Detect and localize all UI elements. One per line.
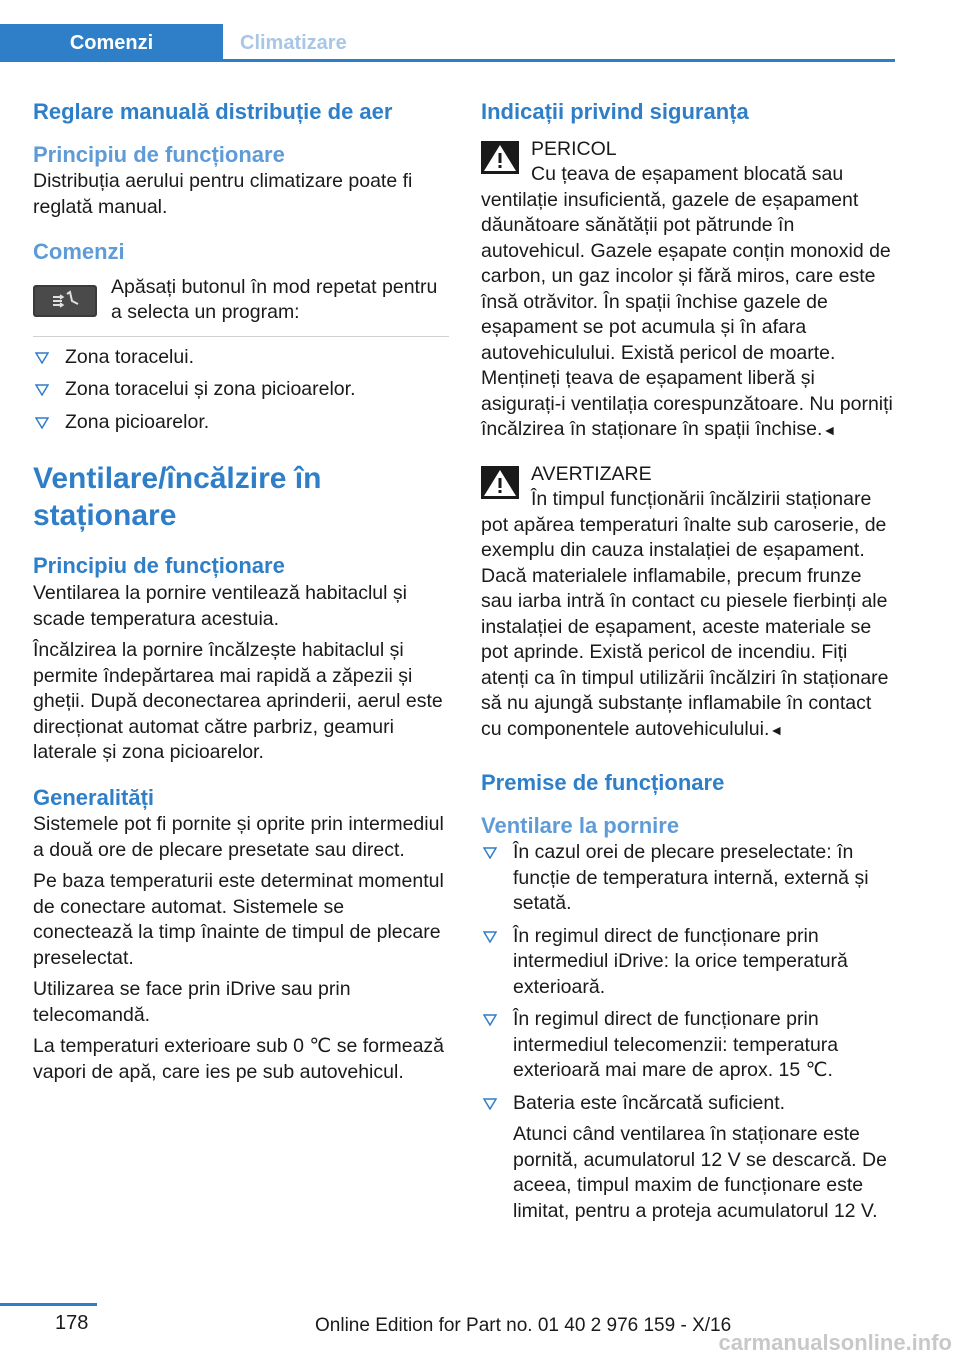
list-item <box>481 924 895 1001</box>
heading-vent-start: Ventilare la pornire <box>481 812 680 838</box>
list-item-text: Zona picioarelor. <box>65 410 210 433</box>
text-battery: Atunci când ventilarea în staționare este pornită, acumulatorul 12 V se descarcă. De aceea, timpul maxim de funcționare este limitat, pentru a proteja acumulatorul 12 V. <box>513 1123 887 1222</box>
warning-text <box>481 487 895 743</box>
heading-controls: Comenzi <box>33 239 125 265</box>
list-arrow-icon <box>35 352 49 364</box>
list-item <box>481 1007 895 1084</box>
edition-footer: Online Edition for Part no. 01 40 2 976 159 - X/16 <box>315 1315 732 1336</box>
heading-premise: Premise de funcționare <box>481 770 725 796</box>
warning-title: PERICOL <box>531 137 617 160</box>
warning-text <box>481 162 895 444</box>
list-item-text: În cazul orei de plecare preselectate: în funcție de temperatura internă, externă și setată. <box>513 841 869 915</box>
text-general-3: Utilizarea se face prin iDrive sau prin telecomandă. <box>33 978 351 1026</box>
list-arrow-icon <box>483 1014 497 1026</box>
warning-triangle-icon <box>481 466 519 499</box>
list-item-text: În regimul direct de funcționare prin intermediul iDrive: la orice temperatură exterioară. <box>513 924 848 998</box>
end-mark: ◄ <box>769 721 784 738</box>
tab-comenzi[interactable]: Comenzi <box>0 24 223 62</box>
program-list <box>33 336 449 436</box>
text-heating: Încălzirea la pornire încălzește habitaclul și permite îndepărtarea mai rapidă a zăpezii și gheții. După deconectarea aprinderii, aerul este direcționat automat către parbriz, geamuri laterale și zona picioarelor. <box>33 639 443 764</box>
list-item-text: Zona toracelui. <box>65 345 194 368</box>
list-arrow-icon <box>35 417 49 429</box>
section-title: Ventilare/încălzire în staționare <box>33 462 322 532</box>
text-principle: Distribuția aerului pentru climatizare poate fi reglată manual. <box>33 170 413 218</box>
list-item <box>481 840 895 917</box>
controls-row <box>33 275 449 326</box>
text-controls: Apăsați butonul în mod repetat pentru a selecta un program: <box>111 275 438 324</box>
list-item-text: Zona toracelui și zona picioarelor. <box>65 378 356 401</box>
right-column <box>481 98 895 1224</box>
conditions-list <box>481 840 895 1224</box>
list-item <box>33 410 449 436</box>
warning-title: AVERTIZARE <box>531 462 652 485</box>
tab-climatizare[interactable]: Climatizare <box>240 31 347 54</box>
air-distribution-button-icon <box>33 285 97 317</box>
text-general-4: La temperaturi exterioare sub 0 ℃ se formează vapori de apă, care ies pe sub autovehicul. <box>33 1035 445 1083</box>
list-item <box>33 377 449 403</box>
text-general-1: Sistemele pot fi pornite și oprite prin intermediul a două ore de plecare presetate sau direct. <box>33 813 444 861</box>
text-ventilation: Ventilarea la pornire ventilează habitaclul și scade temperatura acestuia. <box>33 582 407 630</box>
list-arrow-icon <box>483 1098 497 1110</box>
header-rule <box>223 59 895 62</box>
list-arrow-icon <box>35 384 49 396</box>
list-item-text: În regimul direct de funcționare prin intermediul telecomenzii: temperatura exterioară mai mare de aprox. 15 ℃. <box>513 1008 839 1082</box>
list-arrow-icon <box>483 931 497 943</box>
warning-text-body: În timpul funcționării încălzirii staționare pot apărea temperaturi înalte sub caroserie, de exemplu din cauza instalației de eșapament. Dacă materialele inflamabile, precum frunze sau iarba intră în contact cu piesele fierbinți ale instalației de eșapament, aceste materiale se pot aprinde. Există pericol de incendiu. Fiți atenți ca în timpul utilizării încălziri în staționare să nu ajungă substanțe inflamabile în contact cu componentele autovehiculului. <box>481 488 889 740</box>
list-item <box>481 1091 895 1225</box>
end-mark: ◄ <box>822 422 837 439</box>
left-column <box>33 98 449 1085</box>
page-number-rule <box>0 1303 97 1306</box>
list-item-text: Bateria este încărcată suficient. <box>513 1091 786 1114</box>
heading-manual-distribution: Reglare manuală distribuție de aer <box>33 99 393 124</box>
warning-triangle-icon <box>481 141 519 174</box>
heading-principle: Principiu de funcționare <box>33 141 285 167</box>
warning-danger <box>481 137 895 444</box>
heading-general: Generalități <box>33 784 155 810</box>
watermark: carmanualsonline.info <box>718 1330 952 1355</box>
text-general-2: Pe baza temperaturii este determinat momentul de conectare automat. Sistemele se conectează la timp înainte de timpul de plecare preselectat. <box>33 870 444 969</box>
page-number: 178 <box>55 1312 89 1334</box>
list-item <box>33 345 449 371</box>
warning-caution <box>481 462 895 744</box>
warning-text-body: Cu țeava de eșapament blocată sau ventilație insuficientă, gazele de eșapament dăunătoare sănătății pot pătrunde în autovehicul. Gazele eșapate conțin monoxid de carbon, un gaz incolor și fără miros, care este însă otrăvitor. În spații închise gazele de eșapament se pot acumula și în afara autovehiculului. Există pericol de moarte. Mențineți țeava de eșapament liberă și asigurați-i ventilația corespunzătoare. Nu porniți încălzirea în staționare în spații închise. <box>481 163 893 441</box>
header-tabs <box>0 24 895 62</box>
heading-principle-2: Principiu de funcționare <box>33 553 285 579</box>
list-arrow-icon <box>483 847 497 859</box>
heading-safety: Indicații privind siguranța <box>481 99 749 124</box>
